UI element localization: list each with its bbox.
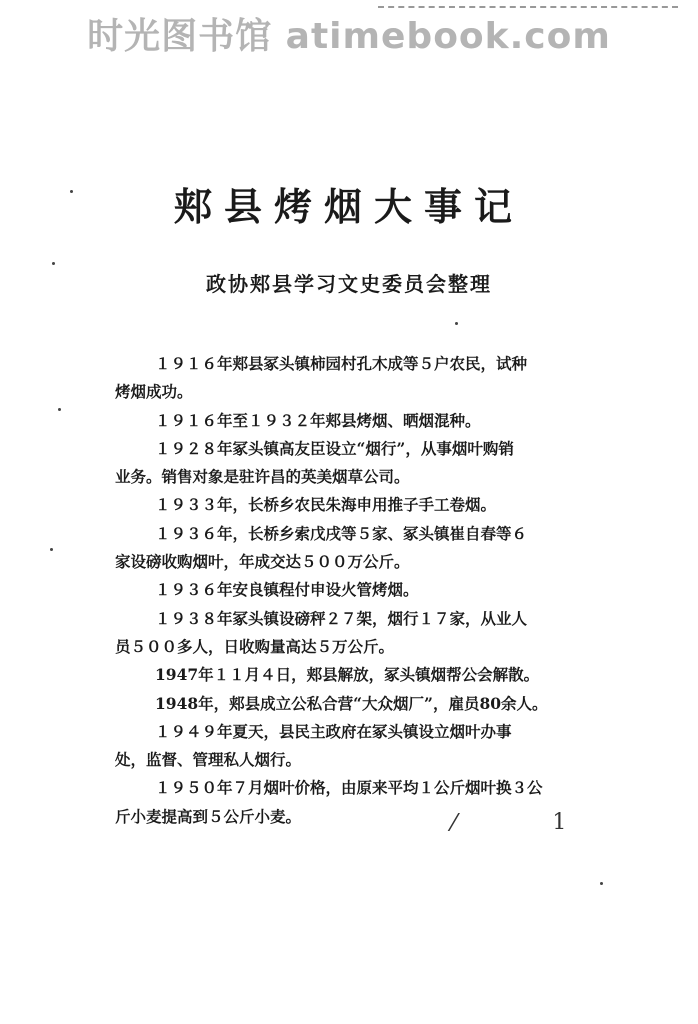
speck [52,262,55,265]
footer-mark-left: / [446,810,461,835]
text-line: 业务。销售对象是驻许昌的英美烟草公司。 [115,467,410,487]
text-line: １９３６年，长桥乡索戊戌等５家、冢头镇崔自春等６ [155,523,528,543]
speck [50,548,53,551]
text-line: １９２８年冢头镇高友臣设立“烟行”，从事烟叶购销 [155,438,514,458]
text-line: １９１６年郏县冢头镇柿园村孔木成等５户农民，试种 [155,354,528,373]
footer-mark-right: 1 [552,810,567,835]
text-line: １９５０年７月烟叶价格，由原来平均１公斤烟叶换３公 [155,778,543,798]
page-subtitle: 政协郏县学习文史委员会整理 [206,272,492,296]
text-line: 烤烟成功。 [115,382,193,402]
speck [600,882,603,885]
body-text [115,350,605,831]
text-line: １９４９年夏天，县民主政府在冢头镇设立烟叶办事 [155,721,512,741]
text-line: 1947年１１月４日，郏县解放，冢头镇烟帮公会解散。 [155,665,540,685]
text-line: １９１６年至１９３２年郏县烤烟、晒烟混种。 [155,410,481,430]
text-line: １９３８年冢头镇设磅秤２７架，烟行１７家，从业人 [155,608,528,628]
watermark: 时光图书馆 atimebook.com [87,16,611,57]
text-line: 处，监督、管理私人烟行。 [115,750,302,770]
text-line: １９３６年安良镇程付申设火管烤烟。 [155,580,419,600]
page-title: 郏县烤烟大事记 [173,185,524,229]
text-line: １９３３年，长桥乡农民朱海申用推子手工卷烟。 [155,495,497,515]
text-line: 1948年，郏县成立公私合营“大众烟厂”，雇员80余人。 [155,693,548,713]
speck [455,322,458,325]
text-line: 员５００多人，日收购量高达５万公斤。 [115,636,395,656]
top-dashes [378,6,678,10]
speck [58,408,61,411]
speck [70,190,73,193]
text-line: 斤小麦提高到５公斤小麦。 [115,806,302,826]
text-line: 家设磅收购烟叶，年成交达５００万公斤。 [115,552,410,572]
footer-marks [446,810,567,835]
